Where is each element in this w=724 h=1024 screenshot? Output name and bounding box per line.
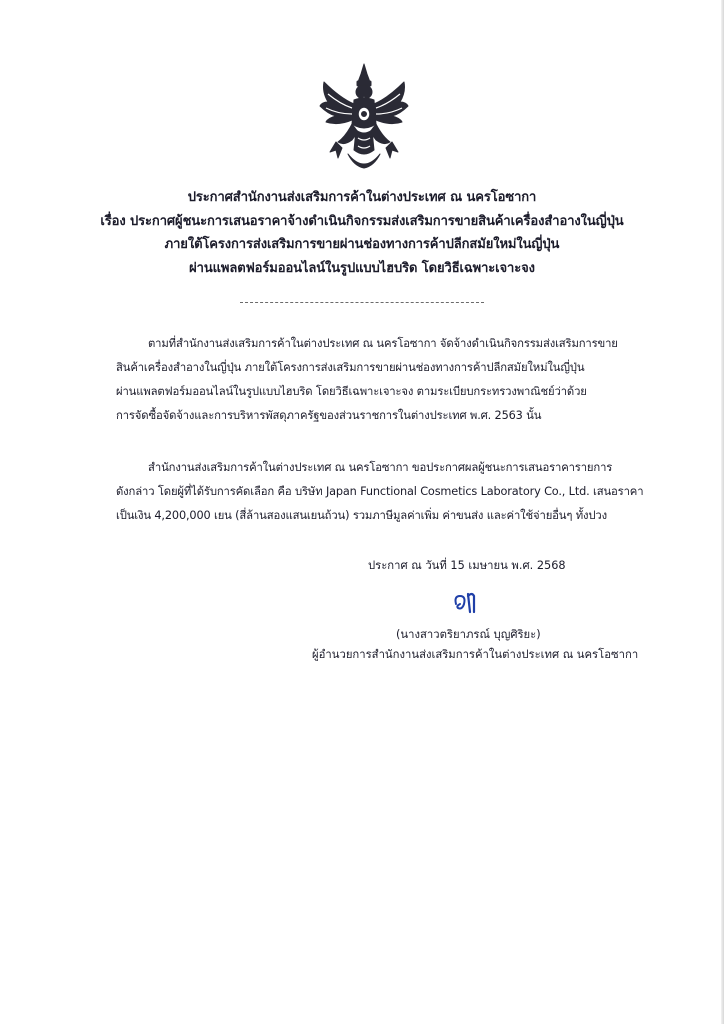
body-paragraph-2	[116, 456, 644, 528]
paragraph-line: ดังกล่าว โดยผู้ที่ได้รับการคัดเลือก คือ บริษัท Japan Functional Cosmetics Laboratory Co., Ltd. เสนอราคา	[116, 485, 644, 498]
garuda-emblem-icon	[318, 62, 410, 174]
paragraph-line: สินค้าเครื่องสำอางในญี่ปุ่น ภายใต้โครงการส่งเสริมการขายผ่านช่องทางการค้าปลีกสมัยใหม่ในญี่ปุ่น	[116, 361, 585, 374]
announcement-date: ประกาศ ณ วันที่ 15 เมษายน พ.ศ. 2568	[368, 559, 566, 572]
paragraph-line: การจัดซื้อจัดจ้างและการบริหารพัสดุภาครัฐของส่วนราชการในต่างประเทศ พ.ศ. 2563 นั้น	[116, 409, 542, 422]
signer-title: ผู้อำนวยการสำนักงานส่งเสริมการค้าในต่างประเทศ ณ นครโอซากา	[312, 648, 639, 661]
header-subject-line-3: ผ่านแพลตฟอร์มออนไลน์ในรูปแบบไฮบริด โดยวิธีเฉพาะเจาะจง	[189, 260, 535, 276]
handwritten-signature	[452, 590, 488, 616]
paragraph-line: ตามที่สำนักงานส่งเสริมการค้าในต่างประเทศ ณ นครโอซากา จัดจ้างดำเนินกิจกรรมส่งเสริมการขาย	[148, 337, 618, 350]
paragraph-line: เป็นเงิน 4,200,000 เยน (สี่ล้านสองแสนเยนถ้วน) รวมภาษีมูลค่าเพิ่ม ค่าขนส่ง และค่าใช้จ่ายอื่นๆ ทั้งปวง	[116, 509, 607, 522]
document-header	[60, 186, 664, 280]
signer-name: (นางสาวตริยาภรณ์ บุญศิริยะ)	[396, 628, 541, 641]
header-divider	[240, 302, 484, 303]
header-subject-line-2: ภายใต้โครงการส่งเสริมการขายผ่านช่องทางการค้าปลีกสมัยใหม่ในญี่ปุ่น	[164, 237, 560, 252]
header-subject: เรื่อง ประกาศผู้ชนะการเสนอราคาจ้างดำเนินกิจกรรมส่งเสริมการขายสินค้าเครื่องสำอางในญี่ปุ่น	[100, 213, 624, 229]
header-title: ประกาศสำนักงานส่งเสริมการค้าในต่างประเทศ ณ นครโอซากา	[187, 190, 537, 205]
paragraph-line: ผ่านแพลตฟอร์มออนไลน์ในรูปแบบไฮบริด โดยวิธีเฉพาะเจาะจง ตามระเบียบกระทรวงพาณิชย์ว่าด้วย	[116, 385, 587, 398]
paragraph-line: สำนักงานส่งเสริมการค้าในต่างประเทศ ณ นครโอซากา ขอประกาศผลผู้ชนะการเสนอราคารายการ	[148, 461, 613, 474]
body-paragraph-1	[116, 332, 636, 428]
